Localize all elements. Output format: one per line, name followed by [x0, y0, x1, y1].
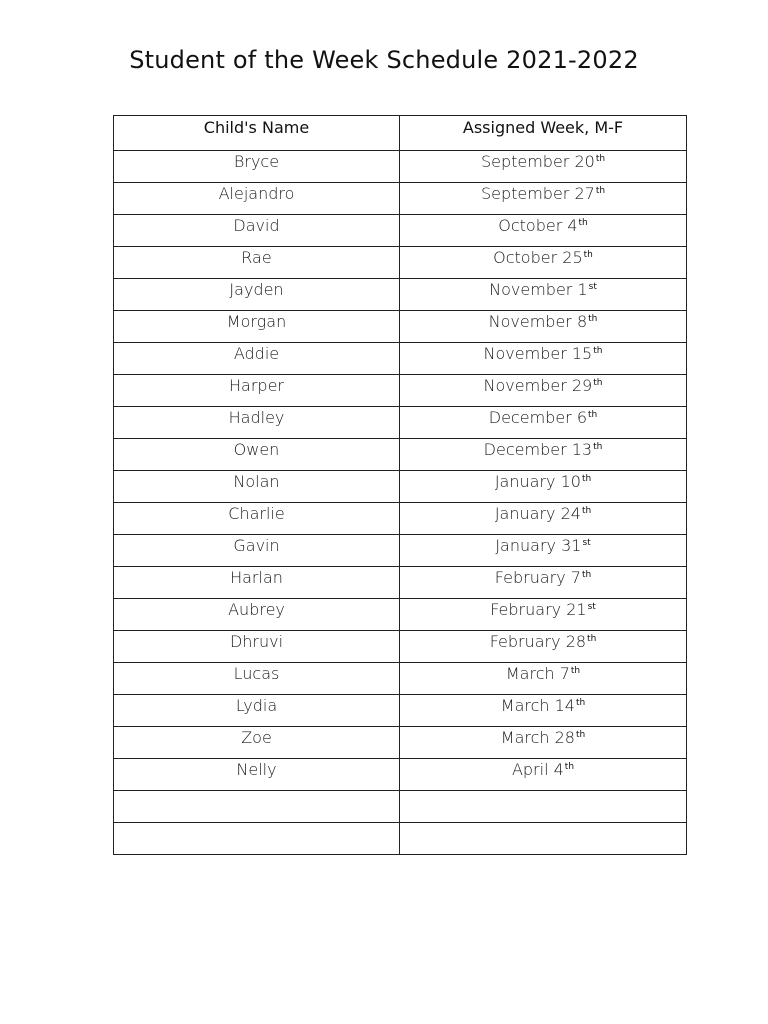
table-row — [114, 599, 687, 631]
childs-name: Jayden — [229, 280, 284, 299]
childs-name-cell — [114, 439, 400, 471]
ordinal-suffix: th — [581, 506, 592, 516]
childs-name: Charlie — [228, 504, 285, 523]
assigned-week-date: March 28 — [500, 728, 575, 747]
assigned-week-cell — [400, 375, 687, 407]
table-row — [114, 791, 687, 823]
assigned-week-cell — [400, 663, 687, 695]
assigned-week-cell — [400, 247, 687, 279]
assigned-week-date: March 7 — [505, 664, 570, 683]
childs-name: Lucas — [233, 664, 280, 683]
table-row — [114, 247, 687, 279]
assigned-week-date: February 21 — [490, 600, 587, 619]
ordinal-suffix: th — [595, 154, 606, 164]
childs-name-cell — [114, 247, 400, 279]
assigned-week-cell — [400, 471, 687, 503]
assigned-week-cell — [400, 343, 687, 375]
childs-name: Harlan — [230, 568, 283, 587]
assigned-week-cell — [400, 791, 687, 823]
childs-name: Hadley — [228, 408, 285, 427]
assigned-week-cell — [400, 503, 687, 535]
childs-name-cell — [114, 727, 400, 759]
assigned-week-date: November 29 — [483, 376, 593, 395]
ordinal-suffix: th — [588, 314, 598, 324]
assigned-week-date: January 24 — [494, 504, 581, 523]
childs-name-cell — [114, 695, 400, 727]
table-row — [114, 375, 687, 407]
ordinal-suffix: st — [587, 602, 596, 612]
assigned-week-cell — [400, 727, 687, 759]
assigned-week-date: September 27 — [480, 184, 595, 203]
childs-name-cell — [114, 823, 400, 855]
table-row — [114, 695, 687, 727]
childs-name-cell — [114, 599, 400, 631]
table-row — [114, 663, 687, 695]
table-row — [114, 503, 687, 535]
assigned-week-cell — [400, 823, 687, 855]
table-header-row — [114, 116, 687, 151]
schedule-table — [113, 115, 687, 855]
ordinal-suffix: th — [581, 570, 592, 580]
childs-name-cell — [114, 535, 400, 567]
assigned-week-cell — [400, 567, 687, 599]
table-row — [114, 567, 687, 599]
childs-name-cell — [114, 567, 400, 599]
ordinal-suffix: th — [587, 634, 597, 644]
table-body — [114, 151, 687, 855]
table-row — [114, 279, 687, 311]
table-row — [114, 823, 687, 855]
childs-name-cell — [114, 759, 400, 791]
childs-name-cell — [114, 663, 400, 695]
childs-name: Nolan — [233, 472, 280, 491]
header-assigned-week: Assigned Week, M-F — [400, 116, 687, 151]
childs-name-cell — [114, 279, 400, 311]
table-row — [114, 311, 687, 343]
table-row — [114, 471, 687, 503]
table-row — [114, 407, 687, 439]
assigned-week-cell — [400, 439, 687, 471]
childs-name: Morgan — [226, 312, 287, 331]
assigned-week-cell — [400, 631, 687, 663]
childs-name: Gavin — [233, 536, 280, 555]
childs-name-cell — [114, 631, 400, 663]
assigned-week-cell — [400, 407, 687, 439]
childs-name-cell — [114, 503, 400, 535]
childs-name: Bryce — [233, 152, 280, 171]
assigned-week-date: December 6 — [488, 408, 587, 427]
table-row — [114, 183, 687, 215]
ordinal-suffix: th — [588, 410, 598, 420]
ordinal-suffix: th — [593, 378, 603, 388]
childs-name: Dhruvi — [229, 632, 284, 651]
assigned-week-date: December 13 — [483, 440, 593, 459]
childs-name-cell — [114, 375, 400, 407]
childs-name: Nelly — [236, 760, 277, 779]
childs-name-cell — [114, 311, 400, 343]
childs-name: Addie — [233, 344, 280, 363]
table-row — [114, 439, 687, 471]
assigned-week-date: October 4 — [498, 216, 578, 235]
ordinal-suffix: th — [570, 666, 581, 676]
ordinal-suffix: th — [578, 218, 588, 228]
assigned-week-date: March 14 — [500, 696, 575, 715]
table-row — [114, 759, 687, 791]
assigned-week-cell — [400, 599, 687, 631]
assigned-week-cell — [400, 535, 687, 567]
ordinal-suffix: st — [582, 538, 591, 548]
assigned-week-cell — [400, 279, 687, 311]
assigned-week-cell — [400, 695, 687, 727]
header-childs-name: Child's Name — [114, 116, 400, 151]
ordinal-suffix: th — [575, 698, 586, 708]
table-row — [114, 343, 687, 375]
table-row — [114, 535, 687, 567]
assigned-week-date: January 10 — [494, 472, 581, 491]
ordinal-suffix: th — [595, 186, 606, 196]
assigned-week-date: September 20 — [480, 152, 595, 171]
assigned-week-date: April 4 — [511, 760, 564, 779]
page-title: Student of the Week Schedule 2021-2022 — [129, 46, 639, 74]
ordinal-suffix: th — [564, 762, 575, 772]
assigned-week-cell — [400, 311, 687, 343]
childs-name-cell — [114, 471, 400, 503]
childs-name: Aubrey — [228, 600, 285, 619]
assigned-week-cell — [400, 183, 687, 215]
assigned-week-date: November 1 — [489, 280, 588, 299]
childs-name: Zoe — [241, 728, 272, 747]
assigned-week-date: February 28 — [489, 632, 587, 651]
assigned-week-date: January 31 — [495, 536, 582, 555]
assigned-week-date: November 8 — [488, 312, 588, 331]
table-row — [114, 215, 687, 247]
childs-name: Owen — [233, 440, 280, 459]
ordinal-suffix: st — [588, 282, 597, 292]
childs-name-cell — [114, 183, 400, 215]
childs-name: Lydia — [235, 696, 278, 715]
childs-name-cell — [114, 215, 400, 247]
assigned-week-date: October 25 — [493, 248, 583, 267]
childs-name-cell — [114, 791, 400, 823]
ordinal-suffix: th — [593, 346, 603, 356]
ordinal-suffix: th — [581, 474, 592, 484]
assigned-week-cell — [400, 151, 687, 183]
table-row — [114, 727, 687, 759]
table-row — [114, 151, 687, 183]
assigned-week-cell — [400, 759, 687, 791]
childs-name: Alejandro — [218, 184, 295, 203]
ordinal-suffix: th — [593, 442, 603, 452]
childs-name-cell — [114, 407, 400, 439]
childs-name: Harper — [229, 376, 284, 395]
assigned-week-date: February 7 — [494, 568, 581, 587]
assigned-week-cell — [400, 215, 687, 247]
childs-name-cell — [114, 343, 400, 375]
table-row — [114, 631, 687, 663]
ordinal-suffix: th — [575, 730, 586, 740]
childs-name: David — [233, 216, 280, 235]
ordinal-suffix: th — [583, 250, 593, 260]
assigned-week-date: November 15 — [483, 344, 593, 363]
childs-name: Rae — [241, 248, 272, 267]
childs-name-cell — [114, 151, 400, 183]
